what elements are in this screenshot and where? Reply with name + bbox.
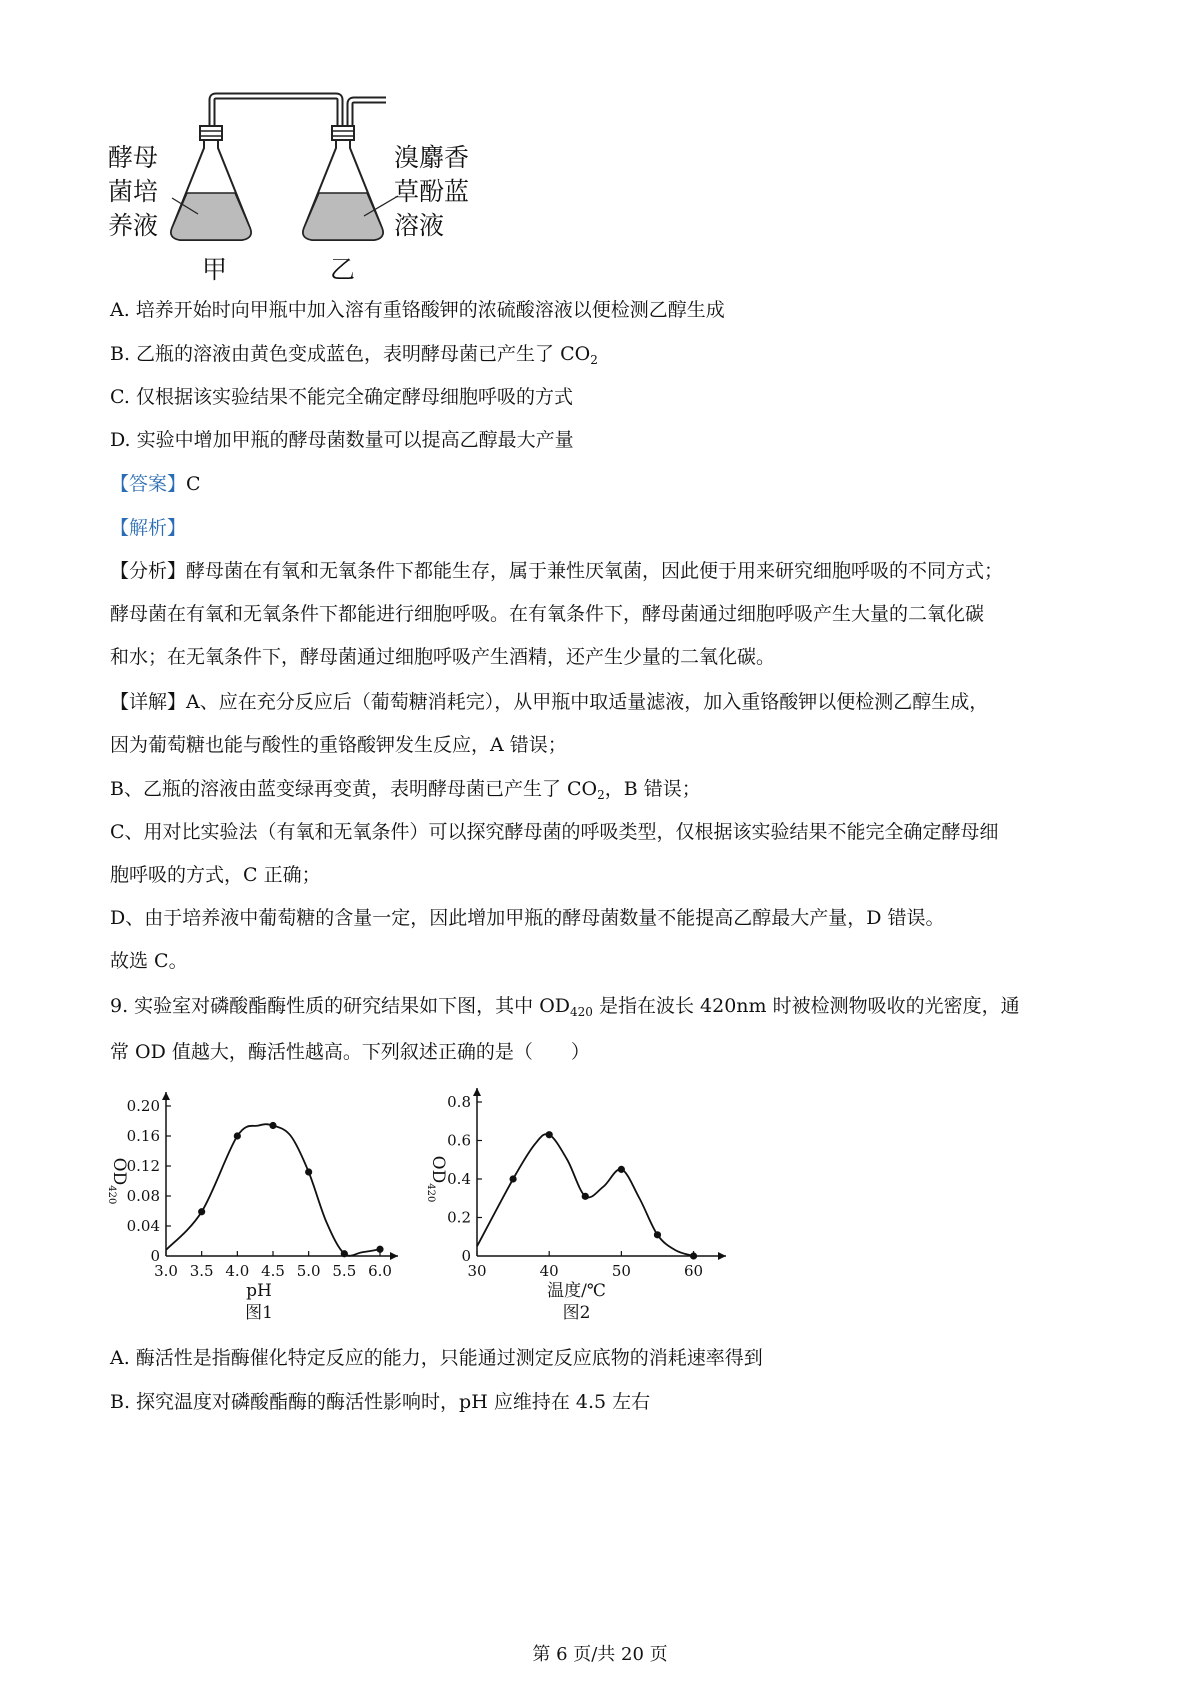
data-point — [582, 1193, 589, 1200]
chart-temperature — [415, 1080, 735, 1340]
y-tick-label: 0.4 — [447, 1170, 471, 1188]
q9-stem-line-1 — [110, 992, 1020, 1020]
detail-line-3-sub: 2 — [597, 788, 605, 802]
y-tick-label: 0.16 — [126, 1127, 160, 1145]
chart-title: 图2 — [562, 1303, 591, 1323]
left-label-2: 菌培 — [108, 177, 159, 206]
analysis-tag: 【解析】 — [110, 517, 187, 539]
page-footer: 第 6 页/共 20 页 — [532, 1644, 668, 1665]
y-tick-label: 0.08 — [126, 1187, 160, 1205]
q8-option-d: D. 实验中增加甲瓶的酵母菌数量可以提高乙醇最大产量 — [110, 429, 574, 451]
x-axis-arrow — [718, 1252, 726, 1260]
y-tick-label: 0.04 — [126, 1217, 160, 1235]
y-tick-label: 0.8 — [447, 1093, 471, 1111]
x-tick-label: 30 — [467, 1262, 487, 1280]
detail-line-4: C、用对比实验法（有氧和无氧条件）可以探究酵母菌的呼吸类型，仅根据该实验结果不能完全确定酵母细 — [110, 821, 999, 843]
x-tick-label: 4.0 — [225, 1262, 250, 1280]
y-axis-arrow — [162, 1092, 170, 1100]
q9-stem-text: 9. 实验室对磷酸酯酶性质的研究结果如下图，其中 OD — [110, 995, 571, 1017]
q8-option-b — [110, 340, 598, 368]
answer-value: C — [186, 473, 201, 495]
y-tick-label: 0.20 — [126, 1097, 160, 1115]
data-point — [198, 1208, 205, 1215]
right-label-2: 草酚蓝 — [394, 177, 470, 206]
right-label-3: 溶液 — [394, 211, 445, 240]
x-tick-label: 3.0 — [154, 1262, 178, 1280]
x-tick-label: 5.5 — [332, 1262, 357, 1280]
flask-yi-label: 乙 — [330, 255, 356, 284]
y-tick-label: 0 — [150, 1247, 160, 1265]
analysis-line-2: 酵母菌在有氧和无氧条件下都能进行细胞呼吸。在有氧条件下，酵母菌通过细胞呼吸产生大量的二氧化碳 — [110, 603, 985, 625]
detail-line-7: 故选 C。 — [110, 950, 188, 972]
data-point — [269, 1122, 276, 1129]
data-point — [234, 1132, 241, 1139]
x-axis-label: pH — [246, 1281, 272, 1301]
y-tick-label: 0.6 — [447, 1131, 471, 1150]
y-tick-label: 0 — [461, 1247, 471, 1265]
answer-tag: 【答案】 — [110, 473, 187, 495]
y-tick-label: 0.12 — [126, 1157, 160, 1175]
data-point — [654, 1231, 661, 1238]
data-point — [690, 1252, 697, 1259]
x-axis-label: 温度/℃ — [547, 1281, 606, 1301]
y-axis-arrow — [473, 1088, 481, 1096]
detail-line-5: 胞呼吸的方式，C 正确； — [110, 864, 321, 886]
flask-jia-label: 甲 — [202, 255, 228, 284]
x-tick-label: 6.0 — [368, 1262, 392, 1280]
detail-line-6: D、由于培养液中葡萄糖的含量一定，因此增加甲瓶的酵母菌数量不能提高乙醇最大产量，D 错误。 — [110, 907, 945, 929]
answer-line — [110, 470, 201, 498]
x-tick-label: 50 — [611, 1262, 631, 1280]
x-tick-label: 60 — [684, 1262, 704, 1280]
q9-option-a: A. 酶活性是指酶催化特定反应的能力，只能通过测定反应底物的消耗速率得到 — [110, 1347, 763, 1369]
q8-option-a: A. 培养开始时向甲瓶中加入溶有重铬酸钾的浓硫酸溶液以便检测乙醇生成 — [110, 299, 725, 321]
left-label-3: 养液 — [108, 211, 159, 240]
detail-line-3 — [110, 775, 701, 803]
flask-yi — [303, 126, 383, 240]
data-point — [341, 1250, 348, 1257]
q9-stem-sub: 420 — [570, 1005, 593, 1019]
x-tick-label: 5.0 — [296, 1262, 321, 1280]
q8-option-c: C. 仅根据该实验结果不能完全确定酵母细胞呼吸的方式 — [110, 386, 573, 408]
q9-option-b: B. 探究温度对磷酸酯酶的酶活性影响时，pH 应维持在 4.5 左右 — [110, 1391, 651, 1413]
right-label-1: 溴麝香 — [394, 143, 470, 172]
flask-jia — [171, 126, 251, 240]
x-tick-label: 40 — [539, 1262, 559, 1280]
data-point — [509, 1175, 516, 1182]
apparatus-figure — [100, 90, 520, 290]
analysis-line-1: 【分析】酵母菌在有氧和无氧条件下都能生存，属于兼性厌氧菌，因此便于用来研究细胞呼吸的不同方式； — [110, 560, 1004, 582]
y-tick-label: 0.2 — [447, 1208, 471, 1227]
detail-line-3-post: ，B 错误； — [604, 778, 701, 800]
detail-line-1: 【详解】A、应在充分反应后（葡萄糖消耗完），从甲瓶中取适量滤液，加入重铬酸钾以便检测乙醇生成， — [110, 691, 989, 713]
y-axis-label: $OD_{420}$ — [425, 1155, 448, 1203]
x-tick-label: 4.5 — [261, 1262, 285, 1280]
data-point — [376, 1246, 383, 1253]
chart-ph — [98, 1080, 418, 1340]
data-point — [546, 1131, 553, 1138]
detail-line-3-text: B、乙瓶的溶液由蓝变绿再变黄，表明酵母菌已产生了 CO — [110, 778, 598, 800]
series-line — [166, 1124, 380, 1256]
q9-stem-post: 是指在波长 420nm 时被检测物吸收的光密度，通 — [592, 995, 1020, 1017]
left-label-1: 酵母 — [108, 143, 159, 172]
analysis-line-3: 和水；在无氧条件下，酵母菌通过细胞呼吸产生酒精，还产生少量的二氧化碳。 — [110, 646, 776, 668]
x-tick-label: 3.5 — [189, 1262, 214, 1280]
q8-option-b-sub: 2 — [590, 353, 598, 367]
detail-line-2: 因为葡萄糖也能与酸性的重铬酸钾发生反应，A 错误； — [110, 734, 567, 756]
q9-stem-line-2: 常 OD 值越大，酶活性越高。下列叙述正确的是（ ） — [110, 1041, 590, 1063]
y-axis-label: $OD_{420}$ — [106, 1157, 129, 1205]
q8-option-b-text: B. 乙瓶的溶液由黄色变成蓝色，表明酵母菌已产生了 CO — [110, 343, 591, 365]
chart-title: 图1 — [245, 1303, 273, 1323]
data-point — [305, 1168, 312, 1175]
data-point — [618, 1166, 625, 1173]
x-axis-arrow — [390, 1252, 398, 1260]
